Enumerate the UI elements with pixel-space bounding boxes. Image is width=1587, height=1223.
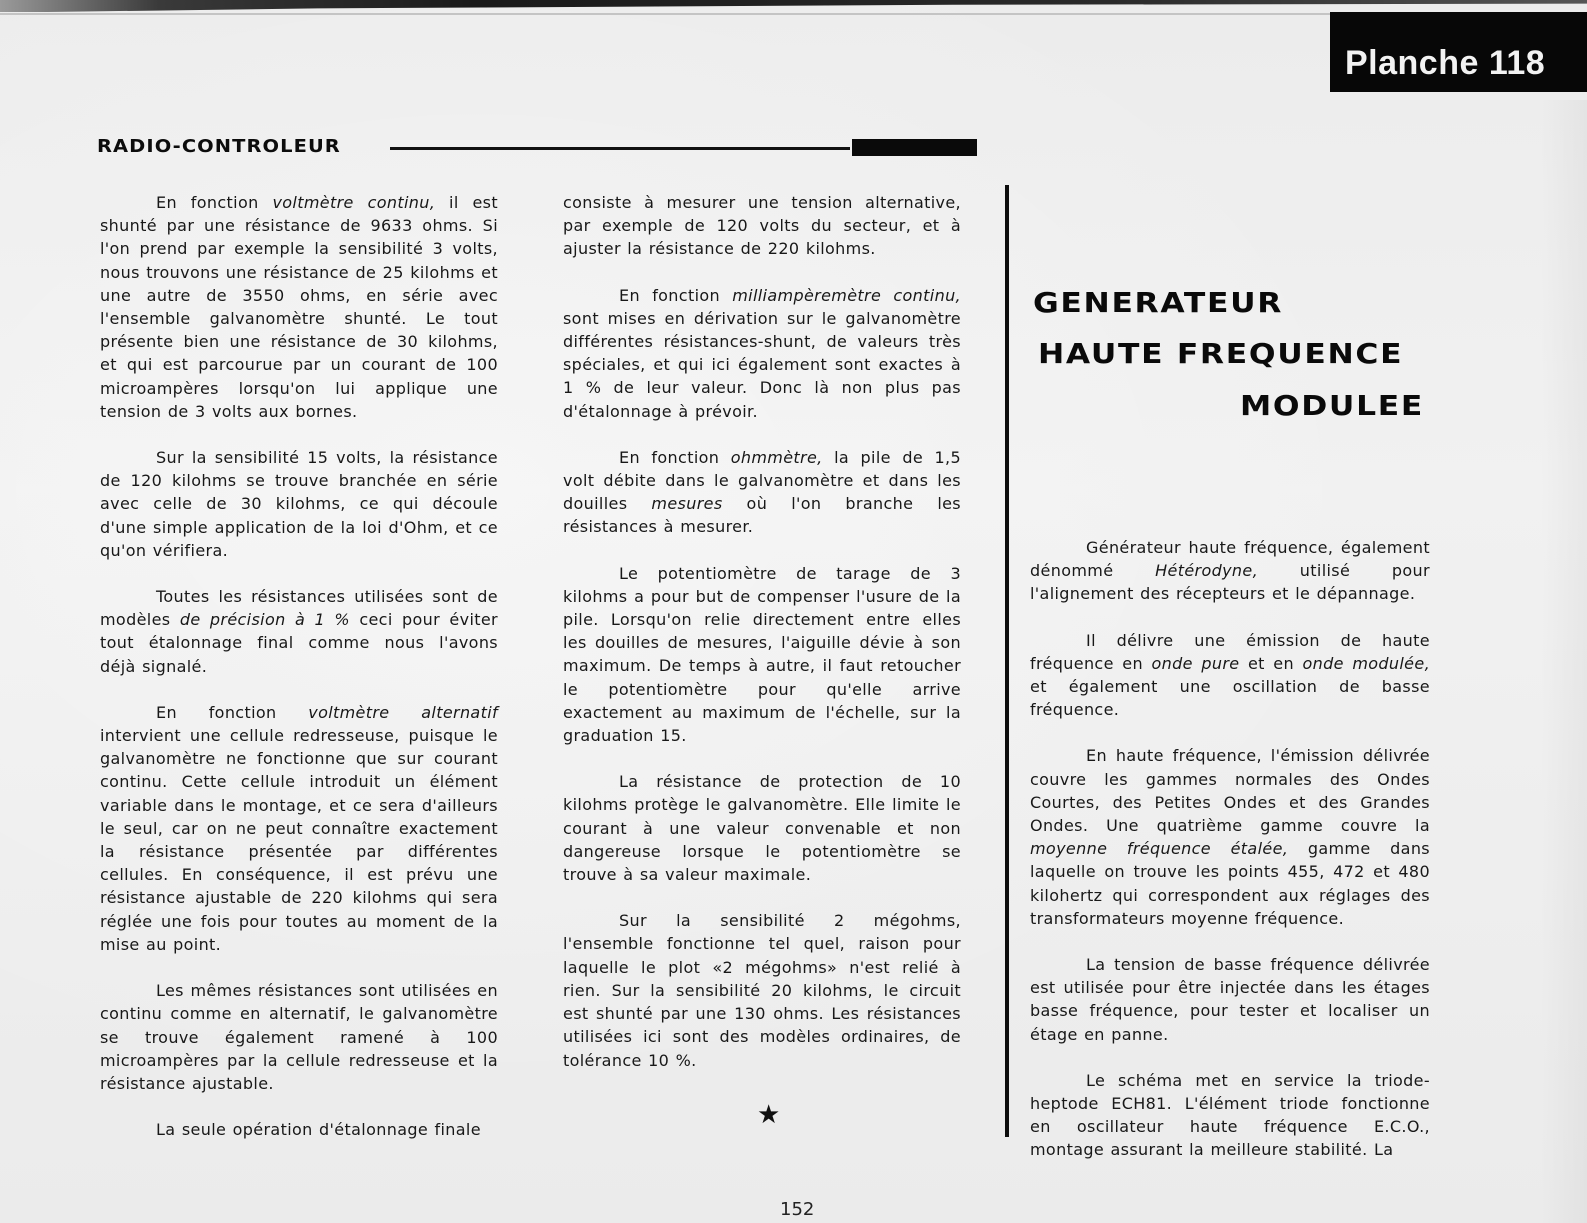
paragraph-text: intervient une cellule redresseuse, puisque le galvanomètre ne fonctionne que sur courant continu. Cette cellule introduit un élément variable dans le montage, et ce sera d'ailleurs le seul, car on ne peut connaître exactement la résistance présentée par différentes cellules. En conséquence, il est prévu une résistance ajustable de 220 kilohms qui sera réglée une fois pour toutes au moment de la mise au point.	[100, 726, 498, 954]
paragraph	[563, 770, 961, 886]
scan-edge-shadow	[0, 0, 1587, 12]
paragraph	[100, 701, 498, 956]
paragraph-text: La tension de basse fréquence délivrée est utilisée pour être injectée dans les étages basse fréquence, pour tester et localiser un étage en panne.	[1030, 955, 1430, 1044]
italic-term: onde pure	[1151, 653, 1240, 673]
paragraph-text: En fonction	[619, 447, 731, 467]
italic-term: voltmètre alternatif	[308, 702, 498, 722]
paragraph-text: La résistance de protection de 10 kilohms protège le galvanomètre. Elle limite le courant à une valeur convenable et non dangereuse lorsque le potentiomètre se trouve à sa valeur maximale.	[563, 772, 961, 885]
paragraph-text: Toutes les résistances utilisées sont de modèles	[100, 587, 498, 630]
paragraph	[563, 446, 961, 539]
article-heading-line-3: MODULEE	[1240, 389, 1424, 422]
section-title-rule	[390, 147, 850, 150]
italic-term: onde modulée,	[1302, 653, 1431, 673]
text-column-3	[1030, 536, 1430, 1185]
paragraph-text: Sur la sensibilité 15 volts, la résistance de 120 kilohms se trouve branchée en série avec celle de 30 kilohms, ce qui découle d'une simple application de la loi d'Ohm, et ce qu'on vérifiera.	[100, 448, 498, 560]
italic-term: ohmmètre,	[730, 447, 823, 467]
paragraph	[563, 284, 961, 423]
italic-term: voltmètre continu,	[272, 193, 436, 212]
paragraph-text: gamme dans laquelle on trouve les points 455, 472 et 480 kilohertz qui correspondent aux réglages des transformateurs moyenne fréquence.	[1030, 839, 1430, 928]
italic-term: moyenne fréquence étalée,	[1030, 839, 1289, 859]
article-heading-line-2: HAUTE FREQUENCE	[1038, 337, 1404, 370]
paragraph	[1030, 1069, 1430, 1162]
paragraph-text: sont mises en dérivation sur le galvanomètre différentes résistances-shunt, de valeurs très spéciales, et qui ici également sont exactes à 1 % de leur valeur. Donc là non plus pas d'étalonnage à prévoir.	[563, 308, 961, 421]
italic-term: de précision à 1 %	[179, 610, 350, 630]
paragraph-text: En haute fréquence, l'émission délivrée couvre les gammes normales des Ondes Courtes, des Petites Ondes et des Grandes Ondes. Une quatrième gamme couvre la	[1030, 746, 1430, 836]
paragraph-text: Générateur haute fréquence, également dénommé	[1030, 538, 1430, 581]
paragraph-text: La seule opération d'étalonnage finale	[156, 1120, 481, 1140]
paragraph	[563, 191, 961, 261]
paragraph	[100, 979, 498, 1095]
paragraph	[1030, 744, 1430, 930]
section-title: RADIO-CONTROLEUR	[97, 136, 341, 157]
paragraph	[100, 585, 498, 678]
paragraph-text: et en	[1239, 653, 1303, 673]
paragraph-text: Le schéma met en service la triode-heptode ECH81. L'élément triode fonctionne en oscillateur haute fréquence E.C.O., montage assurant la meilleure stabilité. La	[1030, 1070, 1430, 1160]
paragraph	[100, 1118, 498, 1141]
paragraph	[1030, 629, 1430, 722]
paragraph-text: Il délivre une émission de haute fréquence en	[1030, 630, 1430, 673]
paragraph-text: et également une oscillation de basse fréquence.	[1030, 677, 1430, 720]
paragraph-text: consiste à mesurer une tension alternative, par exemple de 120 volts du secteur, et à ajuster la résistance de 220 kilohms.	[563, 193, 961, 259]
scan-rule	[0, 13, 1505, 15]
paragraph-text: Le potentiomètre de tarage de 3 kilohms a pour but de compenser l'usure de la pile. Lorsqu'on relie directement entre elles les douilles de mesures, l'aiguille dévie à son maximum. De temps à autre, il faut retoucher le potentiomètre pour qu'elle arrive exactement au maximum de l'échelle, sur la graduation 15.	[563, 563, 961, 746]
paragraph	[563, 909, 961, 1071]
plate-label: Planche 118	[1345, 44, 1546, 82]
page-number: 152	[780, 1199, 815, 1220]
page-edge-shade	[1540, 100, 1587, 1223]
end-star-icon: ★	[757, 1100, 781, 1130]
paragraph-text: En fonction	[619, 285, 733, 305]
text-column-2	[563, 191, 961, 1095]
section-title-block	[852, 139, 977, 156]
column-divider	[1005, 185, 1009, 1137]
italic-term: mesures	[651, 494, 723, 514]
article-heading-line-1: GENERATEUR	[1033, 286, 1284, 319]
paragraph	[563, 562, 961, 748]
paragraph-text: ceci pour éviter tout étalonnage final comme nous l'avons déjà signalé.	[100, 610, 498, 676]
paragraph-text: Les mêmes résistances sont utilisées en continu comme en alternatif, le galvanomètre se trouve également ramené à 100 microampères par la cellule redresseuse et la résistance ajustable.	[100, 981, 498, 1093]
paragraph-text: la pile de 1,5 volt débite dans le galvanomètre et dans les douilles	[563, 447, 961, 514]
paragraph-text: En fonction	[156, 702, 309, 722]
paragraph-text: il est shunté par une résistance de 9633 ohms. Si l'on prend par exemple la sensibilité 3 volts, nous trouvons une résistance de 25 kilohms et une autre de 3550 ohms, en série avec l'ensemble galvanomètre shunté. Le tout présente bien une résistance de 30 kilohms, et qui est parcourue par un courant de 100 microampères lorsqu'on lui applique une tension de 3 volts aux bornes.	[100, 193, 498, 421]
paragraph	[1030, 953, 1430, 1046]
italic-term: Hétérodyne,	[1155, 561, 1259, 581]
paragraph-text: où l'on branche les résistances à mesurer.	[563, 494, 961, 537]
italic-term: milliampèremètre continu,	[732, 285, 961, 305]
paragraph-text: En fonction	[156, 193, 273, 212]
paragraph	[100, 191, 498, 423]
paragraph	[1030, 536, 1430, 606]
paragraph-text: Sur la sensibilité 2 mégohms, l'ensemble fonctionne tel quel, raison pour laquelle le plot «2 mégohms» n'est relié à rien. Sur la sensibilité 20 kilohms, le circuit est shunté par une 130 ohms. Les résistances utilisées ici sont des modèles ordinaires, de tolérance 10 %.	[563, 911, 961, 1070]
paragraph-text: utilisé pour l'alignement des récepteurs et le dépannage.	[1030, 561, 1430, 604]
text-column-1	[100, 191, 498, 1164]
paragraph	[100, 446, 498, 562]
